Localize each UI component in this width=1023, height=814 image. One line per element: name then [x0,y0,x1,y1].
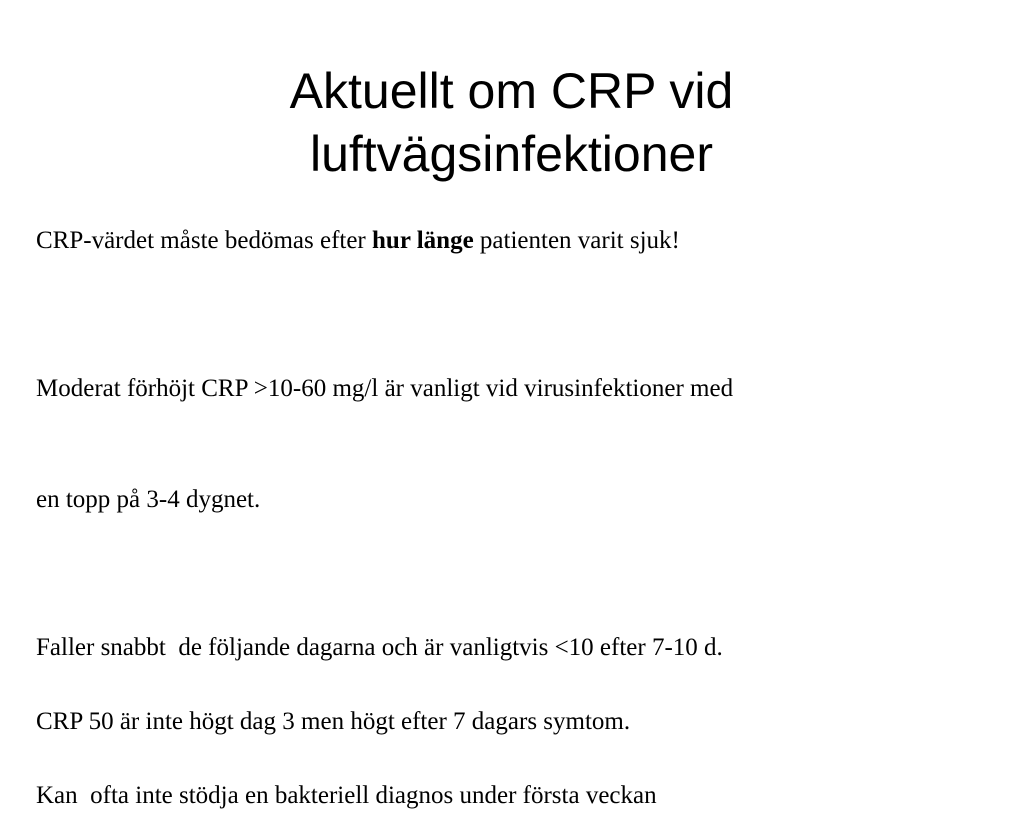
paragraph-crp-duration-emphasis: hur länge [372,227,474,254]
paragraph-moderate-crp-line-2: en topp på 3-4 dygnet. [36,486,261,513]
paragraph-bacterial-diagnosis: Kan ofta inte stödja en bakteriell diagnos under första veckan [36,782,657,809]
paragraph-moderate-crp-line-1: Moderat förhöjt CRP >10-60 mg/l är vanligt vid virusinfektioner med [36,375,734,402]
slide-title [0,60,1023,186]
paragraph-moderate-crp [36,296,996,592]
paragraph-falls-quickly: Faller snabbt de följande dagarna och är vanligtvis <10 efter 7-10 d. [36,634,723,661]
paragraph-crp-duration-text-end: patienten varit sjuk! [473,227,680,254]
paragraph-crp-50: CRP 50 är inte högt dag 3 men högt efter 7 dagars symtom. [36,708,631,735]
slide-title-line-1: Aktuellt om CRP vid [289,63,734,119]
paragraph-crp-duration-text-start: CRP-värdet måste bedömas efter [36,227,373,254]
slide-title-line-2: luftvägsinfektioner [309,126,713,182]
slide-body [36,222,996,814]
paragraph-crp-duration [36,222,996,259]
